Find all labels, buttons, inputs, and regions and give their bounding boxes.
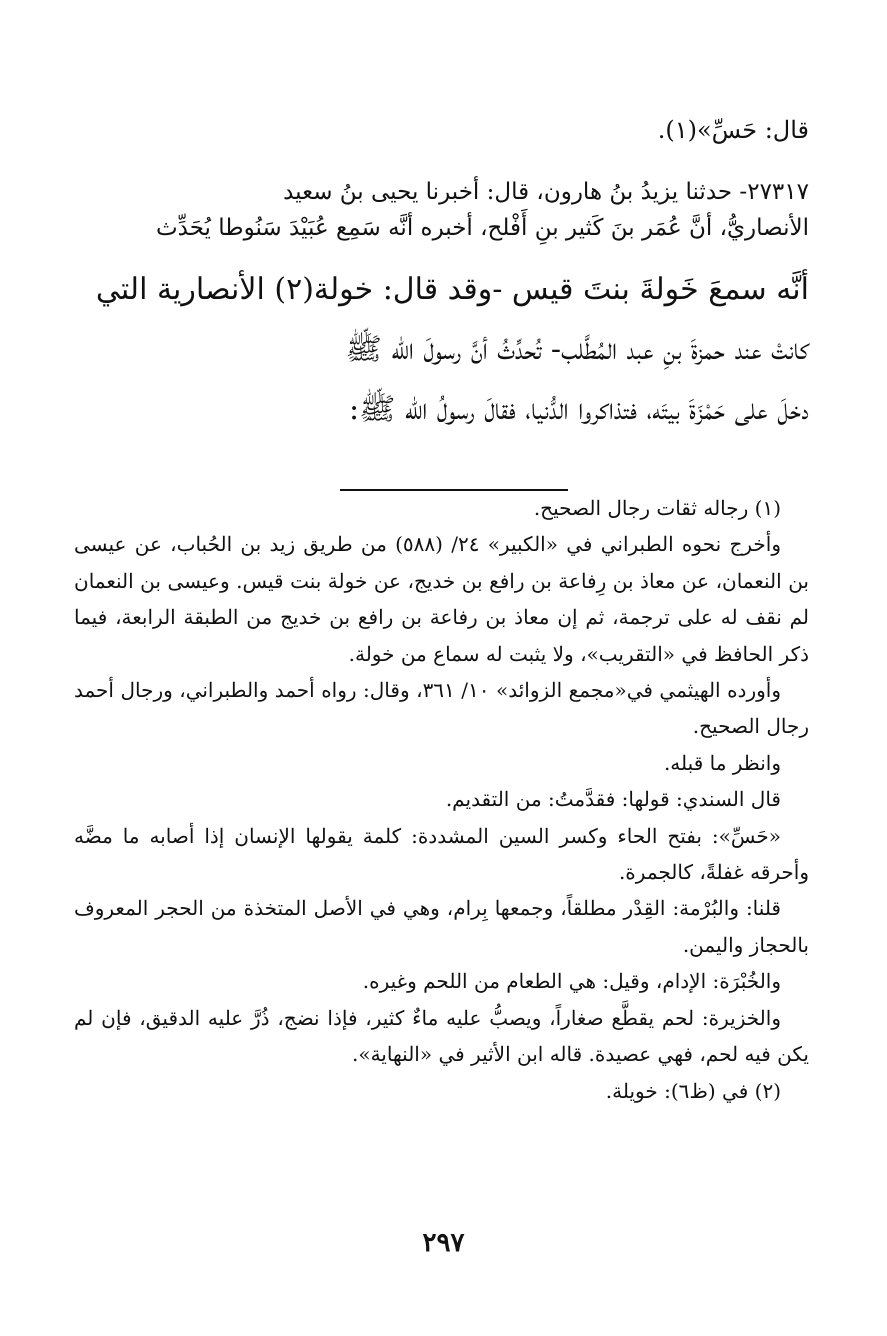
footnote-paragraph: والخُبْرَة: الإدام، وقيل: هي الطعام من اللحم وغيره. (362, 969, 781, 994)
footnote-paragraph: (١) رجاله ثقات رجال الصحيح. (533, 496, 781, 520)
footnotes (74, 490, 809, 1109)
matn-line-1: أنَّه سمعَ خَولةَ بنتَ قيس -وقد قال: خولة(٢) الأنصارية التي (95, 272, 809, 307)
footnote-paragraph: والخزيرة: لحم يقطَّع صغاراً، ويصبُّ عليه ماءٌ كثير، فإذا نضج، ذُرَّ عليه الدقيق، فإن لم يكن فيه لحم، فهي عصيدة. قاله ابن الأثير في «النهاية». (74, 1005, 809, 1067)
isnad-line-2: الأنصاريُّ، أنَّ عُمَر بنَ كَثير بنِ أَفْلح، أخبره أنَّه سَمِع عُبَيْدَ سَنُوطا يُحَدِّث (155, 215, 809, 241)
footnote-paragraph: وأخرج نحوه الطبراني في «الكبير» ٢٤/ (٥٨٨) من طريق زيد بن الحُباب، عن عيسى بن النعمان، عن معاذ بن رِفاعة بن رافع بن خديج، عن خولة بنت قيس. وعيسى بن النعمان لم نقف له على ترجمة، ثم إن معاذ بن رفاعة بن رافع بن خديج من الطبقة الرابعة، فيما ذكر الحافظ في «التقريب»، ولا يثبت له سماع من خولة. (74, 532, 809, 666)
footnote-paragraph: وانظر ما قبله. (663, 750, 781, 775)
isnad-line-1: ٢٧٣١٧- حدثنا يزيدُ بنُ هارون، قال: أخبرنا يحيى بنُ سعيد (283, 179, 809, 205)
hadith-matn (74, 260, 809, 440)
footnote-paragraph: قلنا: والبُرْمة: القِدْر مطلقاً، وجمعها بِرام، وهي في الأصل المتخذة من الحجر المعروف بالحجاز واليمن. (74, 896, 809, 957)
footnote-paragraph: «حَسِّ»: بفتح الحاء وكسر السين المشددة: كلمة يقولها الإنسان إذا أصابه ما مضَّه وأحرقه غفلةً، كالجمرة. (74, 823, 809, 885)
hadith-isnad (74, 174, 809, 246)
intro-line: قال: حَسِّ»(١). (657, 116, 809, 144)
main-text (74, 108, 809, 440)
footnote-paragraph: وأورده الهيثمي في«مجمع الزوائد» ١٠/ ٣٦١، وقال: رواه أحمد والطبراني، ورجال أحمد رجال الصحيح. (74, 678, 809, 739)
page-number: ٢٩٧ (422, 1228, 465, 1258)
footnote-paragraph: (٢) في (ظ٦): خويلة. (605, 1078, 781, 1103)
footnote-paragraph: قال السندي: قولها: فقدَّمتُ: من التقديم. (445, 787, 781, 812)
matn-line-3: دخلَ على حَمْزَةَ بيتَه، فتذاكروا الدُّنيا، فقالَ رسولُ الله ﷺ: (348, 392, 809, 427)
matn-line-2: كانتْ عند حمزةَ بنِ عبد المُطَّلب- تُحدِّثُ أنَّ رسولَ الله ﷺ (345, 332, 809, 367)
